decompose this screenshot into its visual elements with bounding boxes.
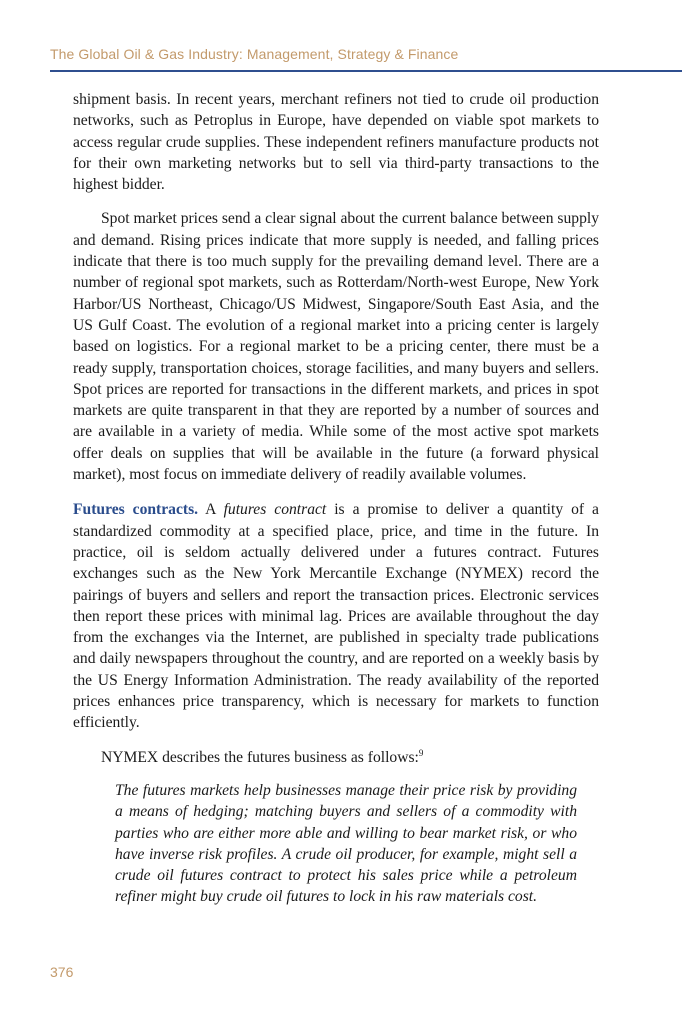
paragraph-spot-continuation: shipment basis. In recent years, merchant refiners not tied to crude oil production networks, such as Petroplus in Europe, have depended on viable spot markets to access regular crude supplies. These independent refiners manufacture products not for their own marketing networks but to sell via third-party transactions to the highest bidder.: [73, 91, 599, 194]
page-number: 376: [50, 964, 74, 980]
page-body: [73, 89, 599, 908]
futures-lead: A: [198, 501, 224, 519]
running-head-title: The Global Oil & Gas Industry: Management, Strategy & Finance: [50, 46, 459, 62]
paragraph-spot-prices: Spot market prices send a clear signal about the current balance between supply and demand. Rising prices indicate that more supply is needed, and falling prices indicate that there is too much supply for the prevailing demand level. There are a number of regional spot markets, such as Rotterdam/North-west Europe, New York Harbor/US Northeast, Chicago/US Midwest, Singapore/South East Asia, and the US Gulf Coast. The evolution of a regional market into a pricing center is largely based on logistics. For a regional market to be a pricing center, there must be a ready supply, transportation choices, storage facilities, and many buyers and sellers. Spot prices are reported for transactions in the different markets, and prices in spot markets are quite transparent in that they are reported by a number of sources and are available in a variety of media. While some of the most active spot markets offer deals on supplies that will be available in the future (a forward physical market), most focus on immediate delivery of readily available volumes.: [73, 210, 599, 484]
paragraph-nymex-intro: [73, 747, 599, 768]
futures-text: is a promise to deliver a quantity of a standardized commodity at a specified place, price, and time in the future. In practice, oil is seldom actually delivered under a futures contract. Futures exchanges such as the New York Mercantile Exchange (NYMEX) record the pairings of buyers and sellers and report the transaction prices. Electronic services then report these prices with minimal lag. Prices are available throughout the day from the exchanges via the Internet, are published in specialty trade publications and daily newspapers throughout the country, and are reported on a weekly basis by the US Energy Information Administration. The ready availability of the reported prices enhances price transparency, which is necessary for markets to function efficiently.: [73, 501, 599, 732]
header-rule: [50, 70, 682, 72]
futures-term: futures contract: [223, 501, 327, 519]
run-in-heading-futures: Futures contracts.: [73, 501, 199, 519]
paragraph-futures-contracts: [73, 499, 599, 733]
footnote-reference: 9: [418, 747, 424, 758]
nymex-intro-text: NYMEX describes the futures business as follows:: [101, 748, 419, 766]
block-quote-nymex: The futures markets help businesses manage their price risk by providing a means of hedging; matching buyers and sellers of a commodity with parties who are either more able and willing to bear market risk, or who have inverse risk profiles. A crude oil producer, for example, might sell a crude oil futures contract to protect his sales price while a petroleum refiner might buy crude oil futures to lock in his raw materials cost.: [115, 781, 577, 906]
